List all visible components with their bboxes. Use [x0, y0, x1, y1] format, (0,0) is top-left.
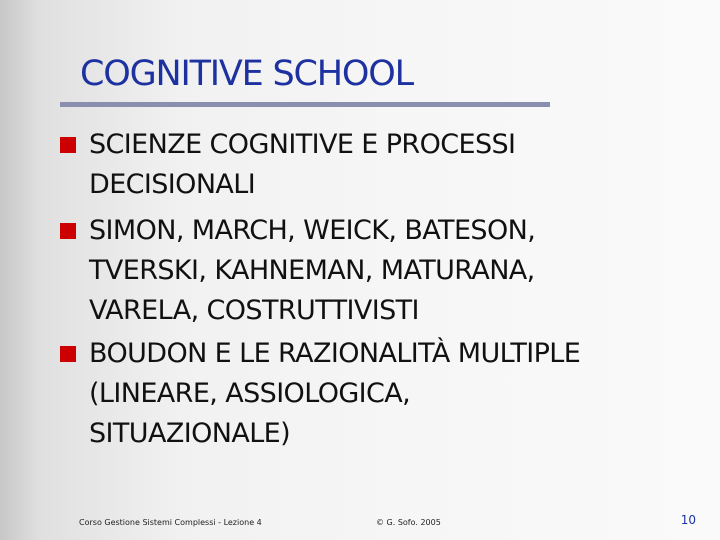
bullet-line: BOUDON E LE RAZIONALITÀ MULTIPLE	[89, 338, 581, 369]
bullet-line: SIMON, MARCH, WEICK, BATESON,	[89, 215, 536, 246]
bullet-item	[60, 125, 515, 205]
square-bullet-icon	[60, 223, 76, 239]
footer-copyright: © G. Sofo. 2005	[376, 518, 441, 527]
bullet-line: VARELA, COSTRUTTIVISTI	[89, 295, 419, 326]
footer-course-label: Corso Gestione Sistemi Complessi - Lezione 4	[79, 518, 262, 527]
bullet-line: DECISIONALI	[89, 169, 256, 200]
slide-number: 10	[680, 513, 696, 527]
slide-title: COGNITIVE SCHOOL	[80, 54, 413, 94]
bullet-line: (LINEARE, ASSIOLOGICA,	[89, 378, 411, 409]
bullet-line: TVERSKI, KAHNEMAN, MATURANA,	[89, 255, 535, 286]
square-bullet-icon	[60, 346, 76, 362]
square-bullet-icon	[60, 137, 76, 153]
bullet-line: SCIENZE COGNITIVE E PROCESSI	[89, 129, 516, 160]
bullet-line: SITUAZIONALE)	[89, 418, 291, 449]
bullet-item	[60, 334, 580, 454]
bullet-item	[60, 211, 535, 331]
title-underline	[60, 102, 550, 107]
